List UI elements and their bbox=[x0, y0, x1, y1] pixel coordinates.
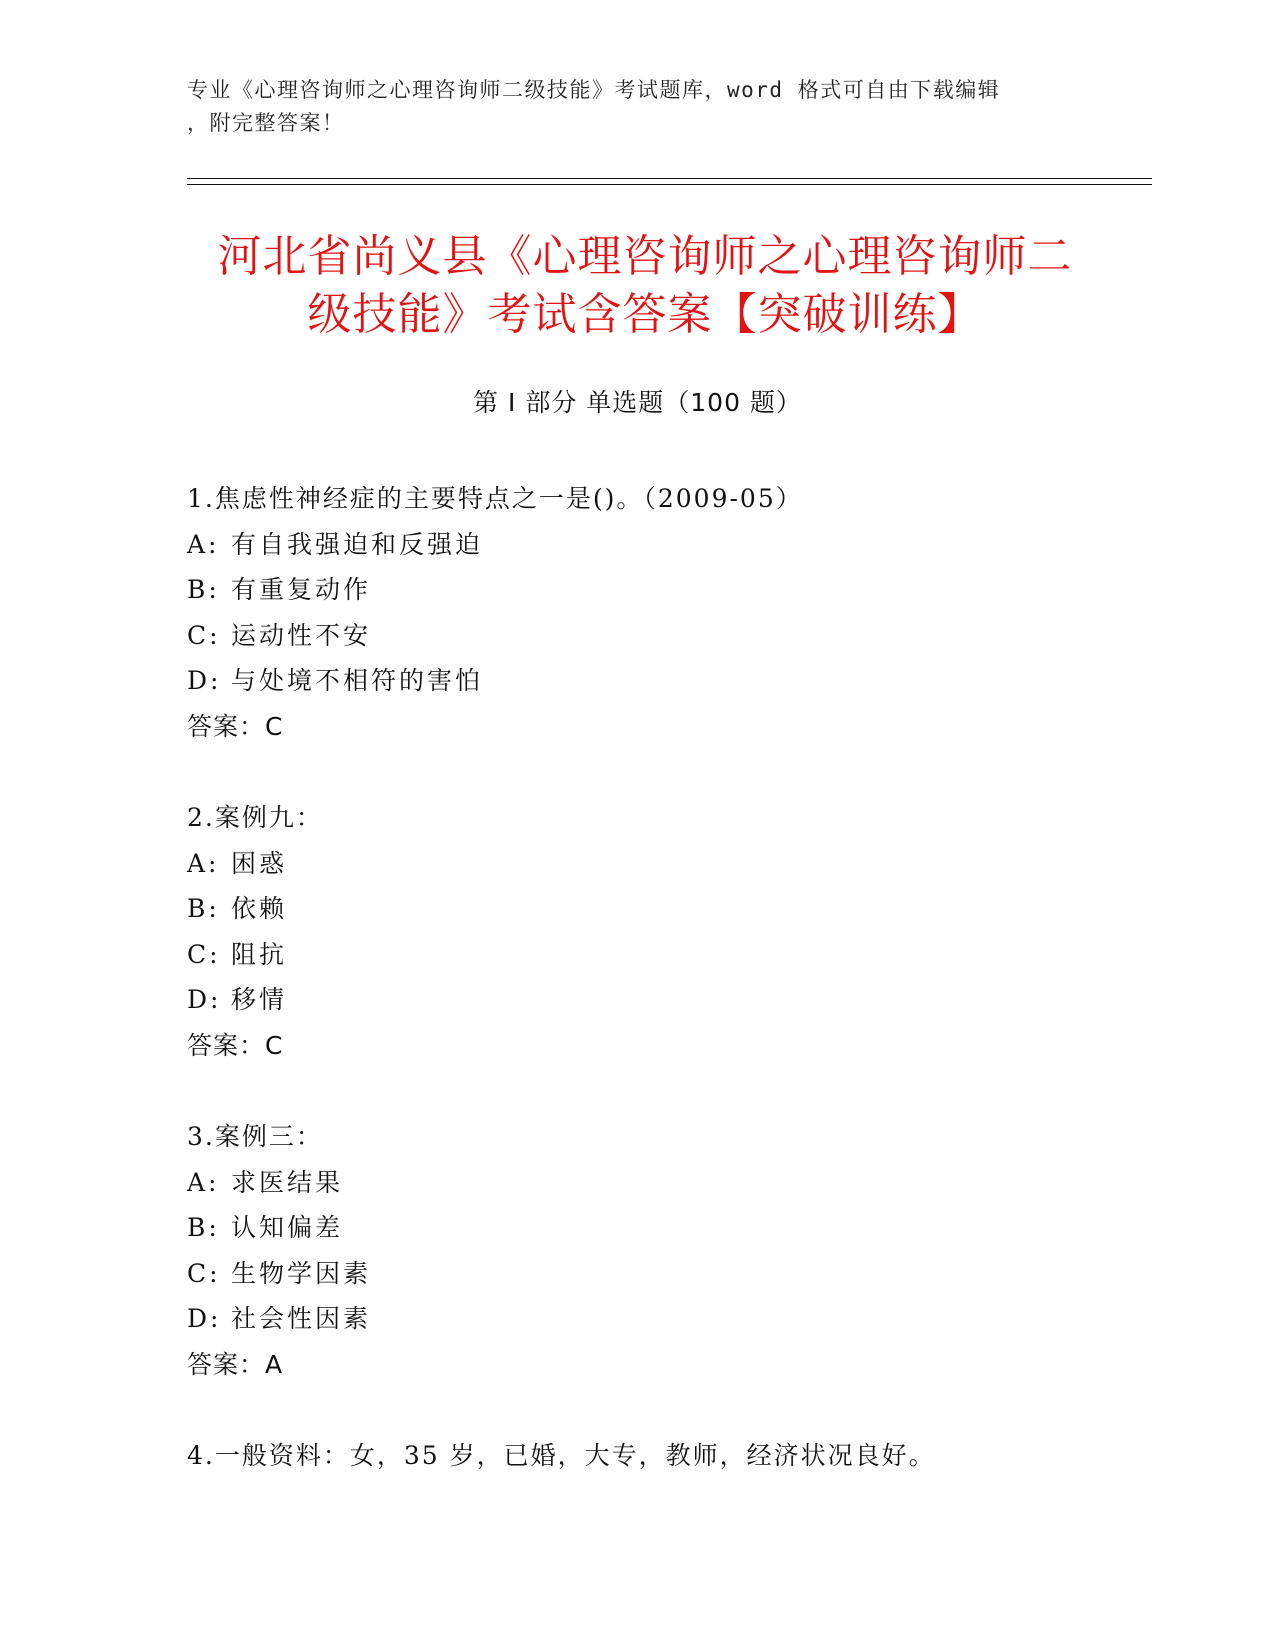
option-text: 与处境不相符的害怕 bbox=[231, 666, 484, 695]
option-d bbox=[187, 977, 1147, 1023]
option-text: 社会性因素 bbox=[231, 1304, 372, 1333]
option-key: A: bbox=[187, 848, 220, 878]
option-key: A: bbox=[187, 529, 220, 559]
option-text: 依赖 bbox=[231, 894, 288, 923]
option-key: B: bbox=[187, 575, 220, 604]
header-note bbox=[187, 74, 1067, 140]
option-key: C: bbox=[187, 1258, 221, 1288]
question-list bbox=[187, 476, 1147, 1525]
option-key: D: bbox=[187, 1304, 222, 1333]
question-3 bbox=[187, 1114, 1147, 1387]
question-stem: 3.案例三： bbox=[187, 1122, 323, 1151]
header-note-line-1: 专业《心理咨询师之心理咨询师二级技能》考试题库，word 格式可自由下载编辑 bbox=[187, 78, 1001, 102]
answer: 答案：C bbox=[187, 1030, 284, 1060]
answer: 答案：A bbox=[187, 1349, 284, 1379]
option-key: A: bbox=[187, 1167, 220, 1197]
option-key: C: bbox=[187, 620, 221, 650]
option-text: 移情 bbox=[231, 985, 288, 1014]
option-text: 求医结果 bbox=[231, 1167, 344, 1197]
option-text: 阻抗 bbox=[231, 939, 288, 969]
document-title bbox=[150, 228, 1140, 344]
answer: 答案：C bbox=[187, 711, 284, 741]
option-a bbox=[187, 522, 1147, 568]
question-2 bbox=[187, 795, 1147, 1068]
option-a bbox=[187, 1160, 1147, 1206]
option-key: D: bbox=[187, 985, 222, 1014]
option-d bbox=[187, 658, 1147, 704]
question-stem: 2.案例九： bbox=[187, 803, 323, 832]
header-divider-top bbox=[187, 178, 1152, 179]
document-title-line-2: 级技能》考试含答案【突破训练】 bbox=[307, 289, 983, 340]
option-b bbox=[187, 567, 1147, 613]
section-title: 第 I 部分 单选题（100 题） bbox=[473, 388, 802, 417]
option-b bbox=[187, 1205, 1147, 1251]
header-note-line-2: ，附完整答案！ bbox=[187, 111, 345, 135]
option-text: 生物学因素 bbox=[231, 1258, 372, 1288]
question-stem: 1.焦虑性神经症的主要特点之一是()。（2009-05） bbox=[187, 484, 803, 513]
question-4 bbox=[187, 1433, 1147, 1479]
option-c bbox=[187, 1251, 1147, 1297]
header-divider-bottom bbox=[187, 184, 1152, 185]
question-stem: 4.一般资料：女，35 岁，已婚，大专，教师，经济状况良好。 bbox=[187, 1441, 936, 1470]
option-text: 有自我强迫和反强迫 bbox=[231, 529, 484, 559]
option-key: B: bbox=[187, 1213, 220, 1242]
option-text: 有重复动作 bbox=[231, 575, 372, 604]
option-d bbox=[187, 1296, 1147, 1342]
option-key: B: bbox=[187, 894, 220, 923]
option-key: D: bbox=[187, 666, 222, 695]
question-1 bbox=[187, 476, 1147, 749]
option-a bbox=[187, 841, 1147, 887]
option-b bbox=[187, 886, 1147, 932]
option-c bbox=[187, 932, 1147, 978]
option-c bbox=[187, 613, 1147, 659]
document-title-line-1: 河北省尚义县《心理咨询师之心理咨询师二 bbox=[217, 231, 1073, 282]
option-key: C: bbox=[187, 939, 221, 969]
option-text: 困惑 bbox=[231, 848, 288, 878]
option-text: 认知偏差 bbox=[231, 1213, 344, 1242]
option-text: 运动性不安 bbox=[231, 620, 372, 650]
